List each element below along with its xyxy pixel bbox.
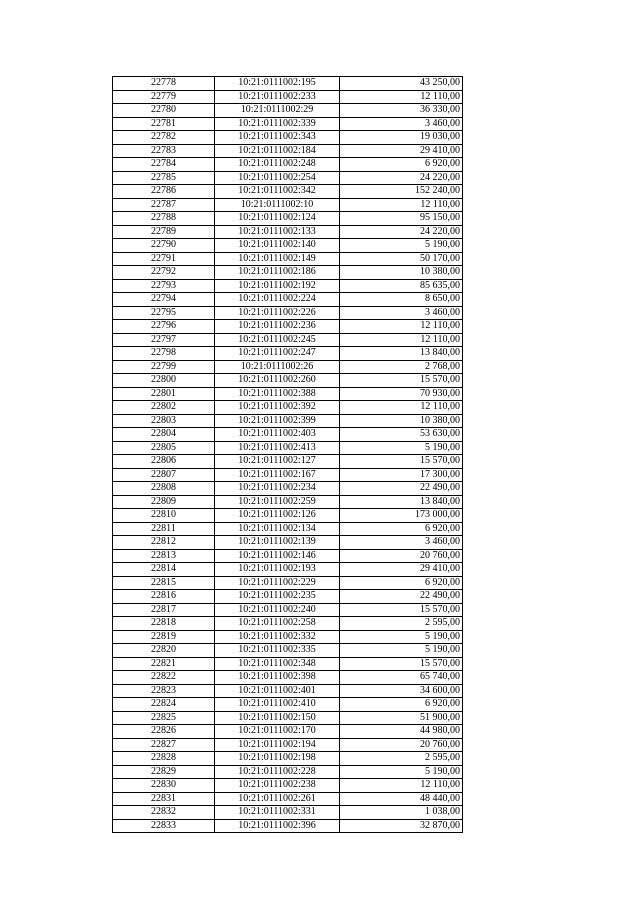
amount-cell: 22 490,00 — [340, 590, 463, 604]
cadastral-number-cell: 10:21:0111002:226 — [215, 306, 340, 320]
amount-cell: 51 900,00 — [340, 711, 463, 725]
cadastral-number-cell: 10:21:0111002:224 — [215, 293, 340, 307]
cadastral-number-cell: 10:21:0111002:126 — [215, 509, 340, 523]
table-row — [113, 320, 463, 334]
table-row — [113, 495, 463, 509]
table-row — [113, 630, 463, 644]
amount-cell: 44 980,00 — [340, 725, 463, 739]
cadastral-number-cell: 10:21:0111002:234 — [215, 482, 340, 496]
table-row — [113, 806, 463, 820]
table-row — [113, 333, 463, 347]
row-number-cell: 22825 — [113, 711, 215, 725]
row-number-cell: 22790 — [113, 239, 215, 253]
cadastral-number-cell: 10:21:0111002:410 — [215, 698, 340, 712]
cadastral-number-cell: 10:21:0111002:388 — [215, 387, 340, 401]
row-number-cell: 22812 — [113, 536, 215, 550]
table-row — [113, 468, 463, 482]
table-row — [113, 441, 463, 455]
table-row — [113, 239, 463, 253]
cadastral-number-cell: 10:21:0111002:238 — [215, 779, 340, 793]
row-number-cell: 22808 — [113, 482, 215, 496]
table-row — [113, 360, 463, 374]
amount-cell: 24 220,00 — [340, 225, 463, 239]
amount-cell: 12 110,00 — [340, 198, 463, 212]
cadastral-number-cell: 10:21:0111002:258 — [215, 617, 340, 631]
cadastral-number-cell: 10:21:0111002:10 — [215, 198, 340, 212]
cadastral-number-cell: 10:21:0111002:29 — [215, 104, 340, 118]
table-row — [113, 279, 463, 293]
row-number-cell: 22788 — [113, 212, 215, 226]
row-number-cell: 22833 — [113, 819, 215, 833]
amount-cell: 15 570,00 — [340, 374, 463, 388]
cadastral-number-cell: 10:21:0111002:399 — [215, 414, 340, 428]
amount-cell: 13 840,00 — [340, 347, 463, 361]
cadastral-number-cell: 10:21:0111002:124 — [215, 212, 340, 226]
row-number-cell: 22801 — [113, 387, 215, 401]
table-row — [113, 819, 463, 833]
table-row — [113, 374, 463, 388]
amount-cell: 12 110,00 — [340, 90, 463, 104]
table-row — [113, 482, 463, 496]
amount-cell: 5 190,00 — [340, 441, 463, 455]
table-row — [113, 765, 463, 779]
cadastral-number-cell: 10:21:0111002:170 — [215, 725, 340, 739]
amount-cell: 85 635,00 — [340, 279, 463, 293]
amount-cell: 12 110,00 — [340, 320, 463, 334]
row-number-cell: 22819 — [113, 630, 215, 644]
cadastral-number-cell: 10:21:0111002:413 — [215, 441, 340, 455]
cadastral-number-cell: 10:21:0111002:339 — [215, 117, 340, 131]
row-number-cell: 22798 — [113, 347, 215, 361]
row-number-cell: 22818 — [113, 617, 215, 631]
amount-cell: 20 760,00 — [340, 738, 463, 752]
amount-cell: 15 570,00 — [340, 455, 463, 469]
amount-cell: 6 920,00 — [340, 158, 463, 172]
amount-cell: 1 038,00 — [340, 806, 463, 820]
row-number-cell: 22813 — [113, 549, 215, 563]
row-number-cell: 22820 — [113, 644, 215, 658]
cadastral-number-cell: 10:21:0111002:248 — [215, 158, 340, 172]
amount-cell: 24 220,00 — [340, 171, 463, 185]
table-row — [113, 711, 463, 725]
cadastral-number-cell: 10:21:0111002:331 — [215, 806, 340, 820]
row-number-cell: 22791 — [113, 252, 215, 266]
amount-cell: 8 650,00 — [340, 293, 463, 307]
amount-cell: 29 410,00 — [340, 563, 463, 577]
row-number-cell: 22795 — [113, 306, 215, 320]
cadastral-number-cell: 10:21:0111002:260 — [215, 374, 340, 388]
row-number-cell: 22826 — [113, 725, 215, 739]
table-row — [113, 684, 463, 698]
amount-cell: 10 380,00 — [340, 414, 463, 428]
amount-cell: 5 190,00 — [340, 644, 463, 658]
table-row — [113, 752, 463, 766]
table-row — [113, 779, 463, 793]
cadastral-number-cell: 10:21:0111002:254 — [215, 171, 340, 185]
cadastral-number-cell: 10:21:0111002:140 — [215, 239, 340, 253]
cadastral-number-cell: 10:21:0111002:133 — [215, 225, 340, 239]
amount-cell: 50 170,00 — [340, 252, 463, 266]
amount-cell: 15 570,00 — [340, 657, 463, 671]
amount-cell: 95 150,00 — [340, 212, 463, 226]
cadastral-number-cell: 10:21:0111002:184 — [215, 144, 340, 158]
row-number-cell: 22805 — [113, 441, 215, 455]
row-number-cell: 22811 — [113, 522, 215, 536]
row-number-cell: 22799 — [113, 360, 215, 374]
row-number-cell: 22797 — [113, 333, 215, 347]
table-body — [113, 77, 463, 833]
amount-cell: 2 768,00 — [340, 360, 463, 374]
cadastral-number-cell: 10:21:0111002:342 — [215, 185, 340, 199]
cadastral-number-cell: 10:21:0111002:401 — [215, 684, 340, 698]
cadastral-number-cell: 10:21:0111002:235 — [215, 590, 340, 604]
table-row — [113, 347, 463, 361]
cadastral-number-cell: 10:21:0111002:247 — [215, 347, 340, 361]
amount-cell: 173 000,00 — [340, 509, 463, 523]
cadastral-table — [112, 76, 463, 833]
row-number-cell: 22831 — [113, 792, 215, 806]
table-row — [113, 171, 463, 185]
amount-cell: 53 630,00 — [340, 428, 463, 442]
amount-cell: 32 870,00 — [340, 819, 463, 833]
cadastral-number-cell: 10:21:0111002:236 — [215, 320, 340, 334]
amount-cell: 5 190,00 — [340, 630, 463, 644]
table-row — [113, 104, 463, 118]
cadastral-number-cell: 10:21:0111002:134 — [215, 522, 340, 536]
row-number-cell: 22802 — [113, 401, 215, 415]
amount-cell: 22 490,00 — [340, 482, 463, 496]
table-row — [113, 387, 463, 401]
row-number-cell: 22821 — [113, 657, 215, 671]
cadastral-number-cell: 10:21:0111002:348 — [215, 657, 340, 671]
cadastral-number-cell: 10:21:0111002:193 — [215, 563, 340, 577]
table-row — [113, 725, 463, 739]
cadastral-number-cell: 10:21:0111002:229 — [215, 576, 340, 590]
table-row — [113, 428, 463, 442]
cadastral-number-cell: 10:21:0111002:139 — [215, 536, 340, 550]
table-row — [113, 158, 463, 172]
table-row — [113, 212, 463, 226]
table-row — [113, 644, 463, 658]
amount-cell: 3 460,00 — [340, 536, 463, 550]
table-row — [113, 455, 463, 469]
row-number-cell: 22832 — [113, 806, 215, 820]
row-number-cell: 22792 — [113, 266, 215, 280]
cadastral-number-cell: 10:21:0111002:146 — [215, 549, 340, 563]
amount-cell: 20 760,00 — [340, 549, 463, 563]
cadastral-number-cell: 10:21:0111002:261 — [215, 792, 340, 806]
amount-cell: 15 570,00 — [340, 603, 463, 617]
row-number-cell: 22828 — [113, 752, 215, 766]
table-row — [113, 536, 463, 550]
table-row — [113, 549, 463, 563]
amount-cell: 3 460,00 — [340, 117, 463, 131]
amount-cell: 2 595,00 — [340, 752, 463, 766]
table-row — [113, 185, 463, 199]
cadastral-number-cell: 10:21:0111002:192 — [215, 279, 340, 293]
table-row — [113, 306, 463, 320]
row-number-cell: 22787 — [113, 198, 215, 212]
table-row — [113, 198, 463, 212]
row-number-cell: 22822 — [113, 671, 215, 685]
row-number-cell: 22804 — [113, 428, 215, 442]
row-number-cell: 22782 — [113, 131, 215, 145]
table-row — [113, 131, 463, 145]
cadastral-number-cell: 10:21:0111002:195 — [215, 77, 340, 91]
cadastral-number-cell: 10:21:0111002:186 — [215, 266, 340, 280]
amount-cell: 48 440,00 — [340, 792, 463, 806]
amount-cell: 34 600,00 — [340, 684, 463, 698]
cadastral-number-cell: 10:21:0111002:343 — [215, 131, 340, 145]
table-row — [113, 509, 463, 523]
cadastral-number-cell: 10:21:0111002:403 — [215, 428, 340, 442]
amount-cell: 5 190,00 — [340, 765, 463, 779]
row-number-cell: 22815 — [113, 576, 215, 590]
table-row — [113, 77, 463, 91]
table-row — [113, 671, 463, 685]
row-number-cell: 22800 — [113, 374, 215, 388]
row-number-cell: 22783 — [113, 144, 215, 158]
table-row — [113, 522, 463, 536]
table-row — [113, 414, 463, 428]
row-number-cell: 22793 — [113, 279, 215, 293]
row-number-cell: 22810 — [113, 509, 215, 523]
row-number-cell: 22803 — [113, 414, 215, 428]
table-row — [113, 617, 463, 631]
row-number-cell: 22817 — [113, 603, 215, 617]
amount-cell: 29 410,00 — [340, 144, 463, 158]
amount-cell: 65 740,00 — [340, 671, 463, 685]
table-row — [113, 293, 463, 307]
amount-cell: 6 920,00 — [340, 522, 463, 536]
cadastral-number-cell: 10:21:0111002:245 — [215, 333, 340, 347]
row-number-cell: 22809 — [113, 495, 215, 509]
amount-cell: 6 920,00 — [340, 576, 463, 590]
amount-cell: 19 030,00 — [340, 131, 463, 145]
amount-cell: 5 190,00 — [340, 239, 463, 253]
cadastral-number-cell: 10:21:0111002:198 — [215, 752, 340, 766]
table-row — [113, 117, 463, 131]
row-number-cell: 22816 — [113, 590, 215, 604]
row-number-cell: 22824 — [113, 698, 215, 712]
amount-cell: 2 595,00 — [340, 617, 463, 631]
cadastral-number-cell: 10:21:0111002:396 — [215, 819, 340, 833]
row-number-cell: 22796 — [113, 320, 215, 334]
amount-cell: 43 250,00 — [340, 77, 463, 91]
row-number-cell: 22814 — [113, 563, 215, 577]
row-number-cell: 22779 — [113, 90, 215, 104]
row-number-cell: 22829 — [113, 765, 215, 779]
row-number-cell: 22785 — [113, 171, 215, 185]
table-row — [113, 603, 463, 617]
amount-cell: 152 240,00 — [340, 185, 463, 199]
table-row — [113, 144, 463, 158]
cadastral-number-cell: 10:21:0111002:149 — [215, 252, 340, 266]
cadastral-number-cell: 10:21:0111002:228 — [215, 765, 340, 779]
table-row — [113, 252, 463, 266]
amount-cell: 13 840,00 — [340, 495, 463, 509]
table-row — [113, 225, 463, 239]
amount-cell: 12 110,00 — [340, 779, 463, 793]
row-number-cell: 22827 — [113, 738, 215, 752]
table-row — [113, 266, 463, 280]
table-row — [113, 792, 463, 806]
cadastral-number-cell: 10:21:0111002:167 — [215, 468, 340, 482]
table-row — [113, 563, 463, 577]
amount-cell: 70 930,00 — [340, 387, 463, 401]
row-number-cell: 22830 — [113, 779, 215, 793]
cadastral-number-cell: 10:21:0111002:392 — [215, 401, 340, 415]
cadastral-number-cell: 10:21:0111002:127 — [215, 455, 340, 469]
row-number-cell: 22823 — [113, 684, 215, 698]
table-row — [113, 90, 463, 104]
table-row — [113, 657, 463, 671]
table-row — [113, 698, 463, 712]
amount-cell: 10 380,00 — [340, 266, 463, 280]
table-row — [113, 401, 463, 415]
cadastral-number-cell: 10:21:0111002:335 — [215, 644, 340, 658]
cadastral-number-cell: 10:21:0111002:332 — [215, 630, 340, 644]
amount-cell: 6 920,00 — [340, 698, 463, 712]
cadastral-number-cell: 10:21:0111002:26 — [215, 360, 340, 374]
table-row — [113, 738, 463, 752]
table-row — [113, 590, 463, 604]
row-number-cell: 22794 — [113, 293, 215, 307]
amount-cell: 17 300,00 — [340, 468, 463, 482]
cadastral-number-cell: 10:21:0111002:233 — [215, 90, 340, 104]
amount-cell: 12 110,00 — [340, 333, 463, 347]
cadastral-number-cell: 10:21:0111002:150 — [215, 711, 340, 725]
row-number-cell: 22786 — [113, 185, 215, 199]
row-number-cell: 22784 — [113, 158, 215, 172]
row-number-cell: 22806 — [113, 455, 215, 469]
cadastral-number-cell: 10:21:0111002:259 — [215, 495, 340, 509]
row-number-cell: 22781 — [113, 117, 215, 131]
amount-cell: 36 330,00 — [340, 104, 463, 118]
amount-cell: 3 460,00 — [340, 306, 463, 320]
cadastral-number-cell: 10:21:0111002:240 — [215, 603, 340, 617]
row-number-cell: 22778 — [113, 77, 215, 91]
table-row — [113, 576, 463, 590]
amount-cell: 12 110,00 — [340, 401, 463, 415]
cadastral-number-cell: 10:21:0111002:398 — [215, 671, 340, 685]
row-number-cell: 22780 — [113, 104, 215, 118]
row-number-cell: 22789 — [113, 225, 215, 239]
row-number-cell: 22807 — [113, 468, 215, 482]
cadastral-number-cell: 10:21:0111002:194 — [215, 738, 340, 752]
